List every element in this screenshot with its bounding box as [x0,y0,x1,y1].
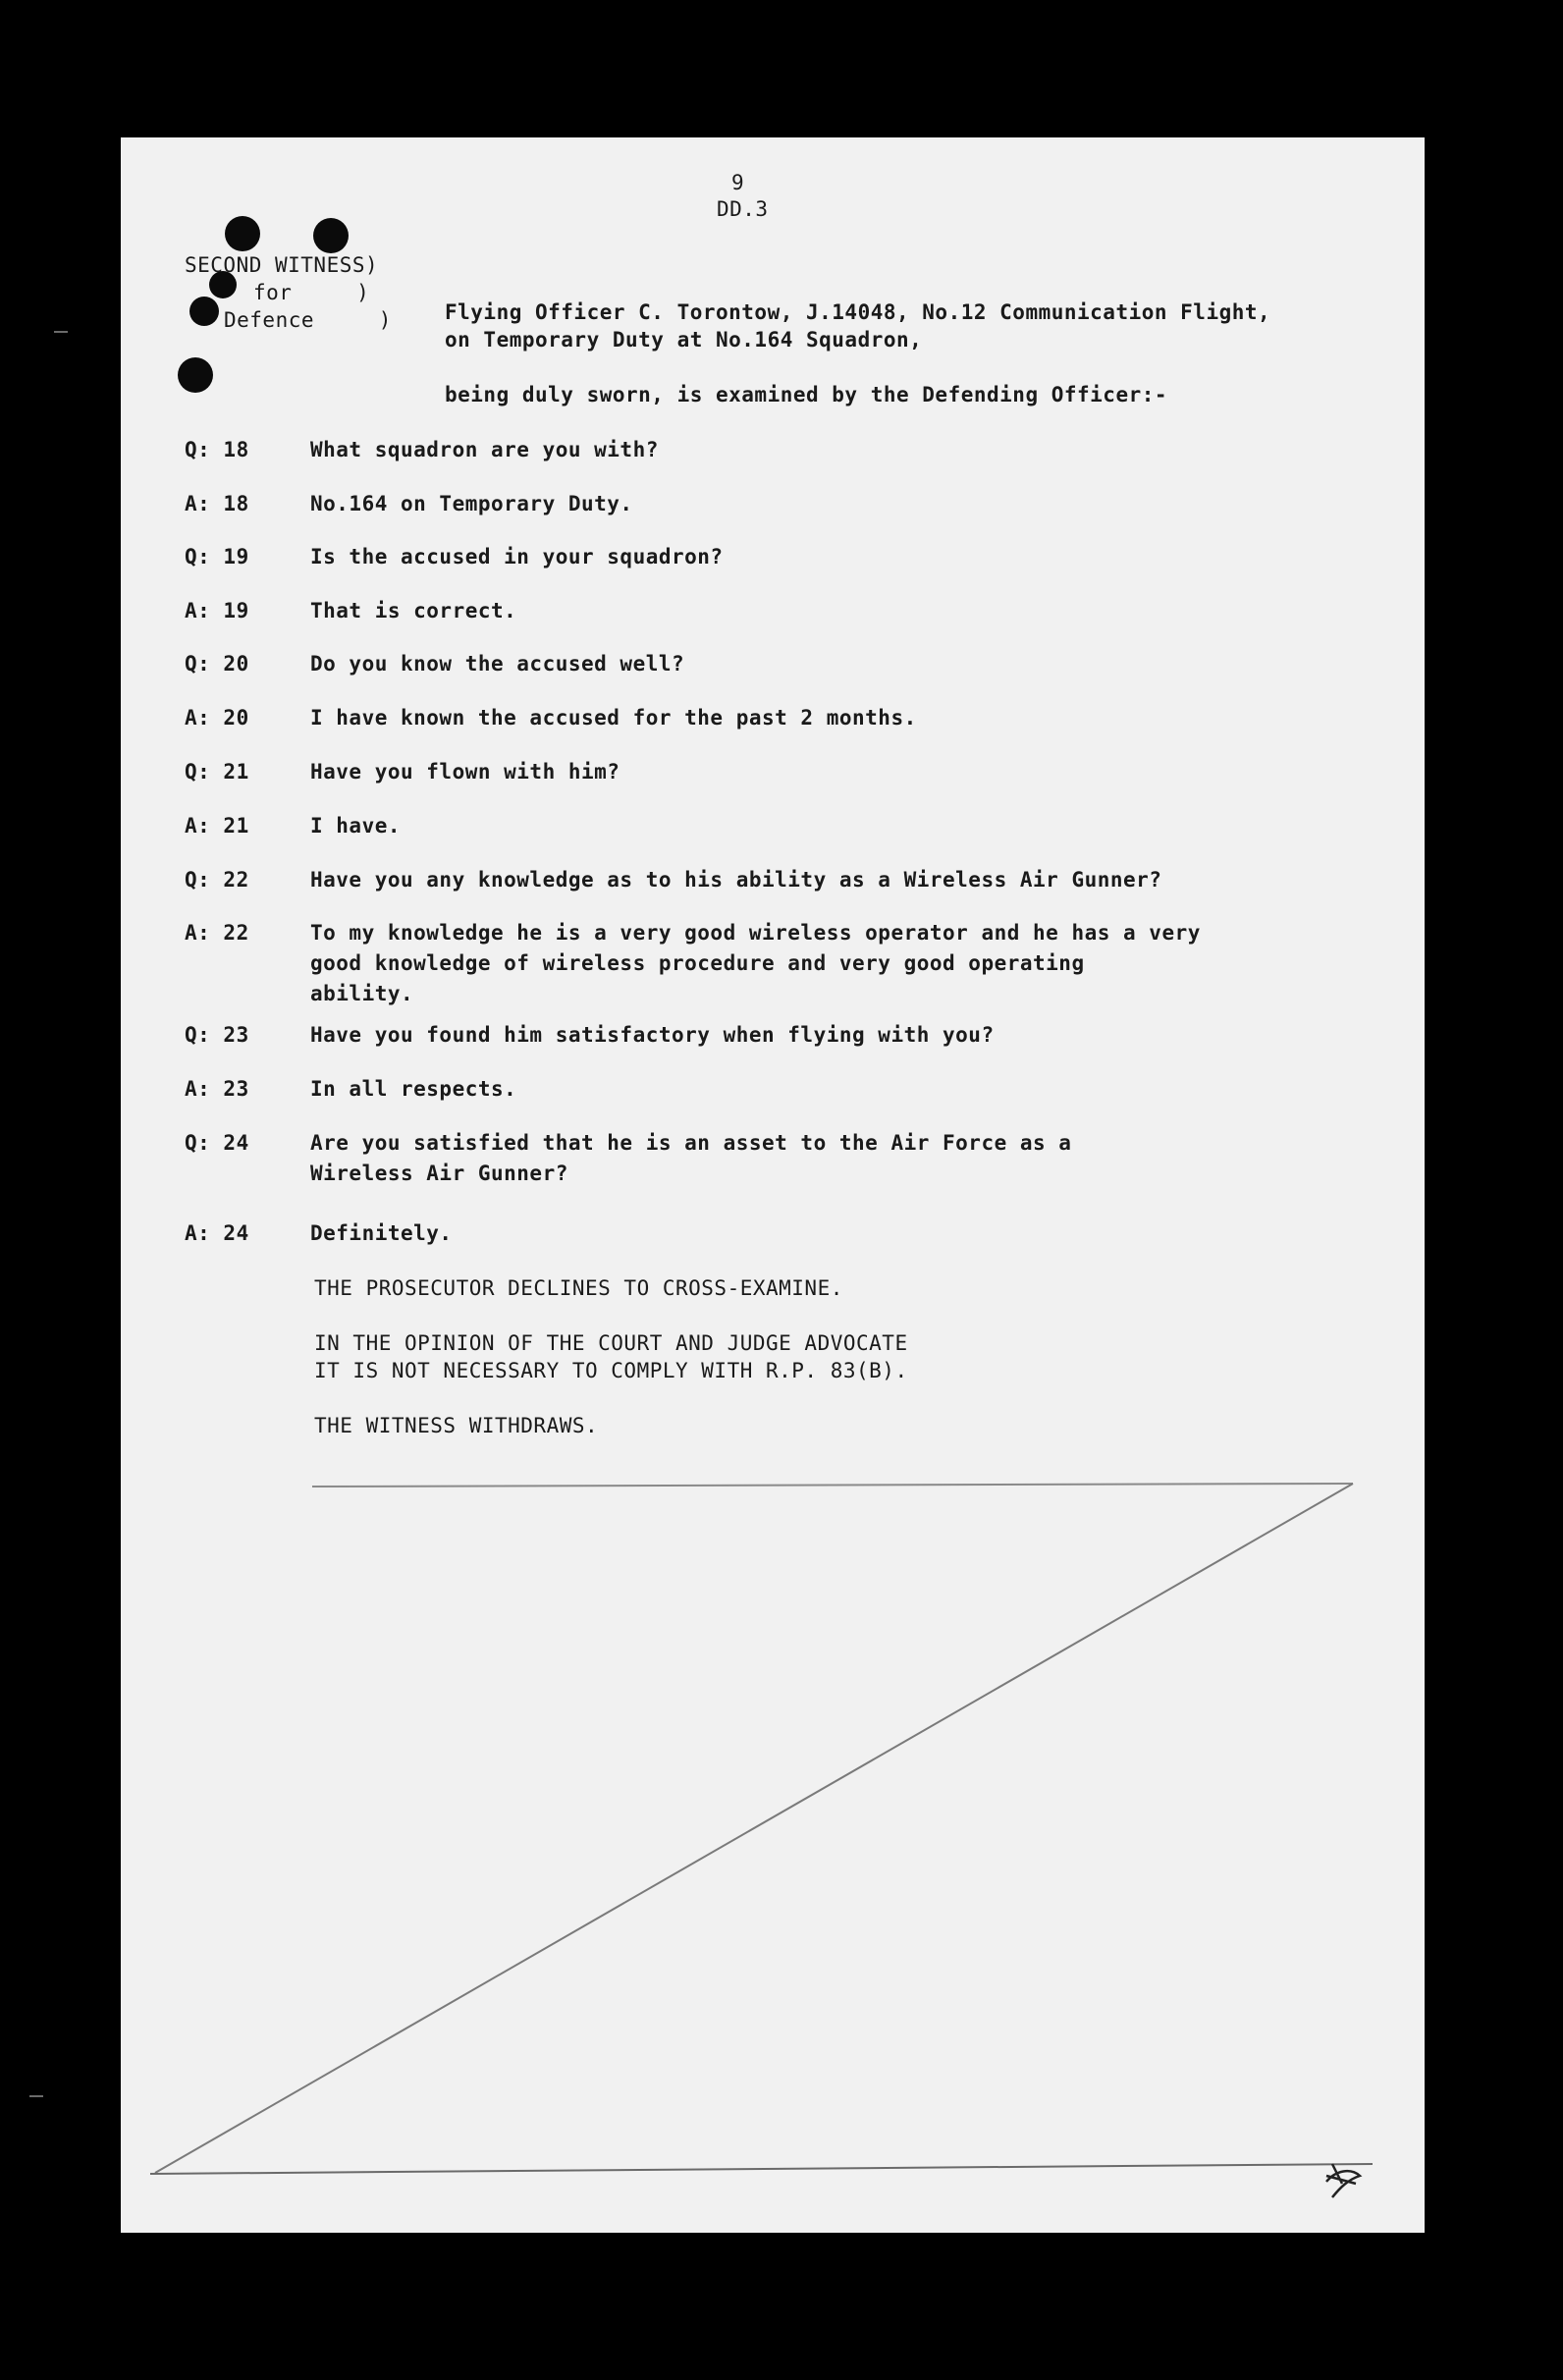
witness-intro: being duly sworn, is examined by the Defending Officer:- [445,383,1168,406]
witness-intro: Flying Officer C. Torontow, J.14048, No.12 Communication Flight, [445,300,1271,324]
question-text: Is the accused in your squadron? [310,545,724,568]
witness-intro: on Temporary Duty at No.164 Squadron, [445,328,923,352]
answer-text: I have known the accused for the past 2 months. [310,706,917,730]
answer-text: To my knowledge he is a very good wireless operator and he has a very [310,921,1201,945]
question-label: Q: 24 [185,1131,249,1155]
question-label: Q: 19 [185,545,249,568]
page-number: 9 [731,171,745,194]
witness-label: SECOND WITNESS) [185,253,379,277]
answer-text: That is correct. [310,599,517,622]
answer-label: A: 18 [185,492,249,515]
answer-label: A: 21 [185,814,249,838]
question-text: Are you satisfied that he is an asset to the Air Force as a [310,1131,1072,1155]
answer-text: ability. [310,982,414,1005]
document-reference: DD.3 [717,197,769,221]
closing-statement: IN THE OPINION OF THE COURT AND JUDGE ADVOCATE [314,1331,908,1355]
question-label: Q: 18 [185,438,249,461]
closing-statement: IT IS NOT NECESSARY TO COMPLY WITH R.P. 83(B). [314,1359,908,1382]
margin-mark [29,2095,43,2097]
answer-text: No.164 on Temporary Duty. [310,492,633,515]
answer-label: A: 20 [185,706,249,730]
question-label: Q: 23 [185,1023,249,1047]
question-text: Have you found him satisfactory when flying with you? [310,1023,995,1047]
document-page [121,137,1425,2233]
answer-label: A: 19 [185,599,249,622]
margin-mark [54,331,68,333]
witness-label: Defence ) [224,308,392,332]
question-text: Have you any knowledge as to his ability as a Wireless Air Gunner? [310,868,1162,892]
question-text: Have you flown with him? [310,760,620,784]
closing-statement: THE WITNESS WITHDRAWS. [314,1414,599,1437]
question-label: Q: 21 [185,760,249,784]
answer-text: Definitely. [310,1221,453,1245]
witness-label: for ) [253,281,370,304]
answer-label: A: 22 [185,921,249,945]
cancellation-lines [121,137,1425,2233]
question-text: What squadron are you with? [310,438,659,461]
answer-label: A: 23 [185,1077,249,1101]
answer-text: In all respects. [310,1077,517,1101]
question-text: Do you know the accused well? [310,652,685,676]
answer-text: good knowledge of wireless procedure and very good operating [310,951,1085,975]
closing-statement: THE PROSECUTOR DECLINES TO CROSS-EXAMINE. [314,1276,843,1300]
question-label: Q: 20 [185,652,249,676]
question-label: Q: 22 [185,868,249,892]
answer-label: A: 24 [185,1221,249,1245]
answer-text: I have. [310,814,402,838]
question-text: Wireless Air Gunner? [310,1162,568,1185]
